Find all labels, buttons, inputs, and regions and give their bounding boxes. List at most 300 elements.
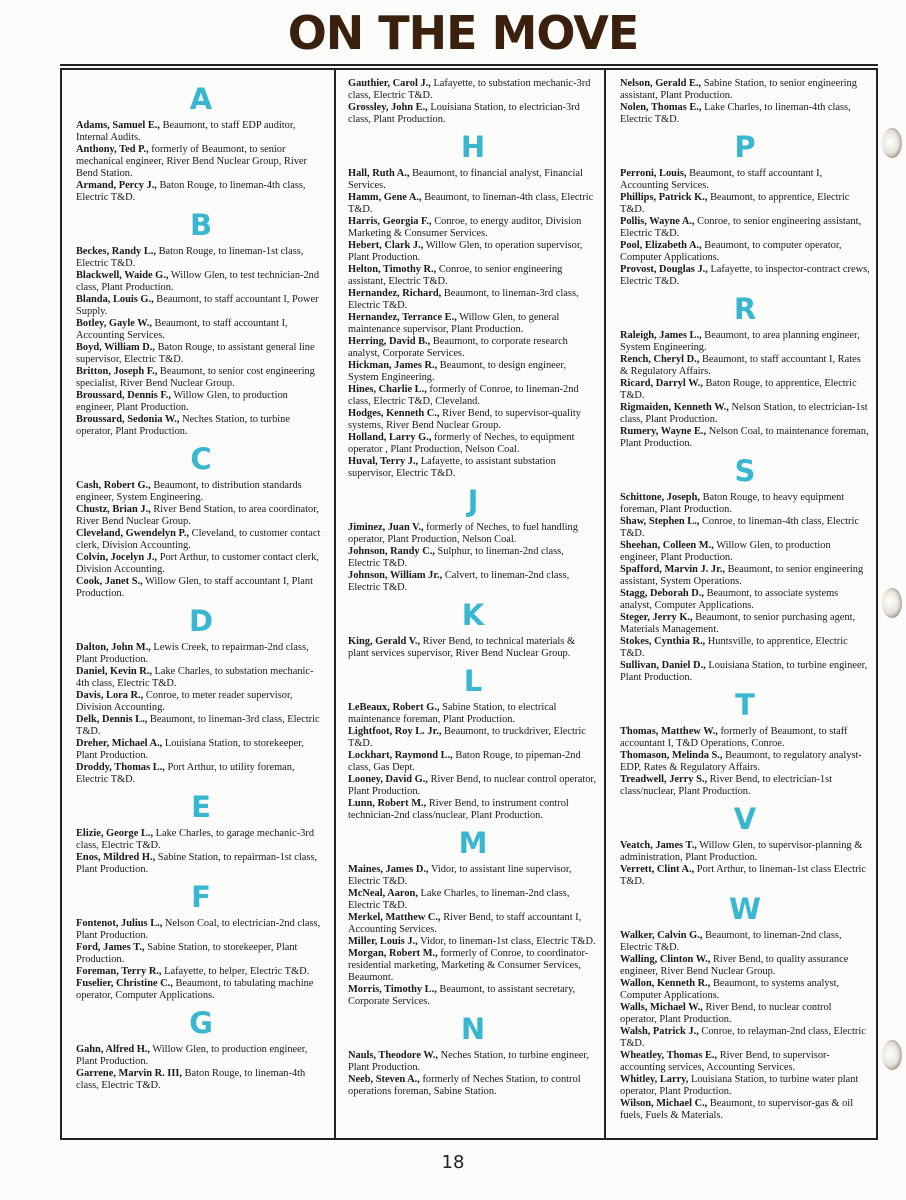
entry [76, 576, 326, 600]
entry [348, 888, 598, 912]
entry [76, 342, 326, 366]
entry-name: Beckes, Randy L., [76, 246, 156, 257]
entry-name: Maines, James D., [348, 864, 429, 875]
entry [348, 312, 598, 336]
entry-detail: Baton Rouge, to heavy equipment foreman, Plant Production. [620, 492, 845, 515]
entry-detail: Beaumont, to staff accountant I, Rates & Regulatory Affairs. [620, 354, 861, 377]
entry [348, 456, 598, 480]
entry [620, 192, 870, 216]
entry [348, 984, 598, 1008]
section-j [348, 486, 598, 594]
entry-detail: Cleveland, to customer contact clerk, Division Accounting. [76, 528, 321, 551]
section-n [348, 1014, 598, 1098]
entry-name: Davis, Lora R., [76, 690, 144, 701]
entry-name: Nolen, Thomas E., [620, 102, 702, 113]
entry-name: Steger, Jerry K., [620, 612, 693, 623]
entry-detail: Beaumont, to regulatory analyst-EDP, Rates & Regulatory Affairs. [620, 750, 862, 773]
entry [348, 702, 598, 726]
entry-detail: Beaumont, to apprentice, Electric T&D. [620, 192, 850, 215]
entry-name: King, Gerald V., [348, 636, 421, 647]
entry-detail: River Bend, to nuclear control operator, Plant Production. [620, 1002, 832, 1025]
section-continued [348, 78, 598, 126]
entry-name: Anthony, Ted P., [76, 144, 149, 155]
entry-detail: Lafayette, to inspector-contract crews, Electric T&D. [620, 264, 870, 287]
entry-detail: Beaumont, to staff EDP auditor, Internal Audits. [76, 120, 296, 143]
section-letter: T [735, 688, 755, 722]
entry [620, 1074, 870, 1098]
entry-name: Sullivan, Daniel D., [620, 660, 706, 671]
entry-detail: Beaumont, to associate systems analyst, Computer Applications. [620, 588, 839, 611]
entry [620, 930, 870, 954]
masthead [0, 0, 906, 64]
entry-name: LeBeaux, Robert G., [348, 702, 440, 713]
entry-detail: Huntsville, to apprentice, Electric T&D. [620, 636, 848, 659]
section-letter: A [189, 82, 213, 116]
entry-name: Colvin, Jocelyn J., [76, 552, 158, 563]
entry [348, 522, 598, 546]
entry-detail: formerly of Conroe, to lineman-2nd class, Electric T&D, Cleveland. [348, 384, 579, 407]
section-b [76, 210, 326, 438]
entry [620, 516, 870, 540]
entry-name: Johnson, William Jr., [348, 570, 443, 581]
entry-name: Whitley, Larry, [620, 1074, 689, 1085]
entry [76, 294, 326, 318]
entry [348, 192, 598, 216]
entry-detail: Beaumont, to systems analyst, Computer Applications. [620, 978, 840, 1001]
entry-detail: Baton Rouge, to apprentice, Electric T&D. [620, 378, 857, 401]
entry-name: Pollis, Wayne A., [620, 216, 695, 227]
entry-detail: Nelson Station, to electrician-1st class, Plant Production. [620, 402, 868, 425]
section-a [76, 84, 326, 204]
entry-name: Foreman, Terry R., [76, 966, 162, 977]
entry-name: Fontenot, Julius L., [76, 918, 163, 929]
entry [620, 1026, 870, 1050]
entry-detail: Louisiana Station, to turbine water plant operator, Plant Production. [620, 1074, 859, 1097]
entry-detail: Willow Glen, to supervisor-planning & administration, Plant Production. [620, 840, 863, 863]
entry [348, 384, 598, 408]
entry [620, 102, 870, 126]
entry [348, 774, 598, 798]
entry-name: Johnson, Randy C., [348, 546, 435, 557]
section-letter: D [188, 604, 214, 638]
entry-detail: River Bend Station, to area coordinator, River Bend Nuclear Group. [76, 504, 319, 527]
entry-name: Garrene, Marvin R. III, [76, 1068, 183, 1079]
section-c [76, 444, 326, 600]
entry [76, 366, 326, 390]
entry-name: Broussard, Dennis F., [76, 390, 171, 401]
entry-name: Armand, Percy J., [76, 180, 157, 191]
entry-name: Walls, Michael W., [620, 1002, 703, 1013]
section-letter: C [190, 442, 212, 476]
entry [76, 666, 326, 690]
section-letter: R [733, 292, 757, 326]
entry-name: Cash, Robert G., [76, 480, 151, 491]
entry-detail: formerly of Neches Station, to control operations foreman, Sabine Station. [348, 1074, 581, 1097]
entry-name: Nauls, Theodore W., [348, 1050, 438, 1061]
entry [620, 1050, 870, 1074]
entry-name: Hernandez, Terrance E., [348, 312, 457, 323]
entry [348, 798, 598, 822]
entry-detail: Conroe, to senior engineering assistant, Electric T&D. [348, 264, 563, 287]
entry-name: Ford, James T., [76, 942, 145, 953]
entry-name: Droddy, Thomas L., [76, 762, 165, 773]
entry-name: Enos, Mildred H., [76, 852, 156, 863]
section-letter: K [461, 598, 485, 632]
entry-detail: Louisiana Station, to electrician-3rd class, Plant Production. [348, 102, 580, 125]
entry-detail: Port Arthur, to utility foreman, Electric T&D. [76, 762, 295, 785]
entry-detail: Vidor, to assistant line supervisor, Electric T&D. [348, 864, 572, 887]
entry-detail: Conroe, to energy auditor, Division Marketing & Consumer Services. [348, 216, 582, 239]
entry-name: Schittone, Joseph, [620, 492, 700, 503]
entry-detail: Beaumont, to computer operator, Computer Applications. [620, 240, 842, 263]
entry-detail: Lake Charles, to lineman-2nd class, Electric T&D. [348, 888, 570, 911]
entry-detail: River Bend, to instrument control technician-2nd class/nuclear, Plant Production. [348, 798, 569, 821]
entry-name: Cook, Janet S., [76, 576, 143, 587]
section-l [348, 666, 598, 822]
section-letter: H [460, 130, 486, 164]
entry [620, 78, 870, 102]
entry [620, 750, 870, 774]
entry [348, 726, 598, 750]
entry [620, 774, 870, 798]
entry-name: Neeb, Steven A., [348, 1074, 420, 1085]
column-1 [62, 70, 334, 1138]
entry-name: Lunn, Robert M., [348, 798, 427, 809]
entry [620, 726, 870, 750]
entry-name: Lightfoot, Roy L. Jr., [348, 726, 442, 737]
entry-detail: Willow Glen, to general maintenance supervisor, Plant Production. [348, 312, 560, 335]
entry-detail: Beaumont, to supervisor-gas & oil fuels, Fuels & Materials. [620, 1098, 854, 1121]
entry [348, 936, 598, 948]
entry [76, 762, 326, 786]
section-r [620, 294, 870, 450]
entry-name: Harris, Georgia F., [348, 216, 432, 227]
entry [76, 504, 326, 528]
entry [76, 978, 326, 1002]
entry-detail: Lake Charles, to substation mechanic-4th class, Electric T&D. [76, 666, 314, 689]
entry [620, 354, 870, 378]
entry [76, 738, 326, 762]
entry-name: Chustz, Brian J., [76, 504, 151, 515]
entry [348, 336, 598, 360]
section-continued [620, 78, 870, 126]
section-letter: M [458, 826, 488, 860]
entry-name: Walker, Calvin G., [620, 930, 703, 941]
entry-detail: Louisiana Station, to turbine engineer, Plant Production. [620, 660, 868, 683]
entry [620, 378, 870, 402]
entry [76, 1068, 326, 1092]
entry-name: Boyd, William D., [76, 342, 156, 353]
entry-detail: Willow Glen, to test technician-2nd class, Plant Production. [76, 270, 320, 293]
entry-detail: Baton Rouge, to assistant general line supervisor, Electric T&D. [76, 342, 315, 365]
entry-detail: River Bend, to nuclear control operator, Plant Production. [348, 774, 597, 797]
entry [76, 246, 326, 270]
entry [76, 966, 326, 978]
entry-name: Herring, David B., [348, 336, 431, 347]
entry [620, 954, 870, 978]
entry [620, 1002, 870, 1026]
entry-detail: Neches Station, to turbine engineer, Plant Production. [348, 1050, 590, 1073]
entry-detail: Conroe, to relayman-2nd class, Electric T&D. [620, 1026, 866, 1049]
entry-detail: Baton Rouge, to pipeman-2nd class, Gas Dept. [348, 750, 581, 773]
entry-detail: River Bend, to supervisor-accounting services, Accounting Services. [620, 1050, 830, 1073]
entry-name: Stagg, Deborah D., [620, 588, 704, 599]
entry [620, 588, 870, 612]
section-letter: P [734, 130, 756, 164]
entry-detail: Beaumont, to lineman-3rd class, Electric T&D. [76, 714, 320, 737]
entry [76, 180, 326, 204]
entry-detail: Conroe, to senior engineering assistant, Electric T&D. [620, 216, 862, 239]
entry-detail: Beaumont, to staff accountant I, Accounting Services. [76, 318, 288, 341]
entry [620, 216, 870, 240]
section-letter: F [191, 880, 211, 914]
entry [76, 942, 326, 966]
entry [76, 828, 326, 852]
entry-detail: Neches Station, to turbine operator, Plant Production. [76, 414, 290, 437]
entry [348, 546, 598, 570]
section-d [76, 606, 326, 786]
entry-detail: Vidor, to lineman-1st class, Electric T&D. [417, 936, 596, 947]
entry [620, 240, 870, 264]
entry-name: Hodges, Kenneth C., [348, 408, 440, 419]
entry-detail: Baton Rouge, to lineman-1st class, Electric T&D. [76, 246, 304, 269]
entry-name: Perroni, Louis, [620, 168, 687, 179]
entry-name: Fuselier, Christine C., [76, 978, 173, 989]
entry [348, 264, 598, 288]
section-letter: E [191, 790, 211, 824]
entry [348, 432, 598, 456]
entry-detail: Willow Glen, to production engineer, Plant Production. [76, 1044, 308, 1067]
page-title: ON THE MOVE [287, 6, 639, 60]
entry [620, 636, 870, 660]
entry [76, 690, 326, 714]
entry-name: Walling, Clinton W., [620, 954, 711, 965]
entry [348, 750, 598, 774]
entry-detail: River Bend, to supervisor-quality systems, River Bend Nuclear Group. [348, 408, 582, 431]
entry-detail: Port Arthur, to customer contact clerk, Division Accounting. [76, 552, 319, 575]
entry [348, 864, 598, 888]
entry-name: Dalton, John M., [76, 642, 151, 653]
entry-detail: Beaumont, to assistant secretary, Corporate Services. [348, 984, 576, 1007]
entry-detail: formerly of Beaumont, to staff accountant I, T&D Operations, Conroe. [620, 726, 848, 749]
section-letter: S [734, 454, 756, 488]
entry-name: Rumery, Wayne E., [620, 426, 707, 437]
entry [76, 414, 326, 438]
entry [348, 102, 598, 126]
entry-name: Wheatley, Thomas E., [620, 1050, 718, 1061]
entry-detail: Beaumont, to tabulating machine operator, Computer Applications. [76, 978, 314, 1001]
entry-detail: formerly of Conroe, to coordinator-residential marketing, Marketing & Consumer Services, Beaumont. [348, 948, 589, 983]
entry-name: Holland, Larry G., [348, 432, 432, 443]
entry [76, 120, 326, 144]
entry-detail: Willow Glen, to production engineer, Plant Production. [76, 390, 288, 413]
section-h [348, 132, 598, 480]
entry-name: Rigmaiden, Kenneth W., [620, 402, 729, 413]
entry [348, 168, 598, 192]
entry [76, 642, 326, 666]
entry-detail: Beaumont, to lineman-3rd class, Electric T&D. [348, 288, 579, 311]
entry-name: Raleigh, James L., [620, 330, 702, 341]
section-letter: L [463, 664, 483, 698]
content-frame [60, 68, 878, 1140]
entry-detail: Louisiana Station, to storekeeper, Plant Production. [76, 738, 304, 761]
entry-name: Hall, Ruth A., [348, 168, 410, 179]
entry-name: Rench, Cheryl D., [620, 354, 700, 365]
entry [76, 528, 326, 552]
entry-name: Pool, Elizabeth A., [620, 240, 702, 251]
section-s [620, 456, 870, 684]
entry-detail: Beaumont, to lineman-2nd class, Electric T&D. [620, 930, 842, 953]
entry-detail: Baton Rouge, to lineman-4th class, Electric T&D. [76, 1068, 306, 1091]
entry [620, 426, 870, 450]
section-letter: J [467, 484, 479, 518]
entry [76, 552, 326, 576]
entry-detail: Beaumont, to truckdriver, Electric T&D. [348, 726, 586, 749]
entry-name: Ricard, Darryl W., [620, 378, 703, 389]
entry-name: Morris, Timothy L., [348, 984, 437, 995]
entry-detail: Beaumont, to corporate research analyst, Corporate Services. [348, 336, 568, 359]
entry-detail: Lafayette, to substation mechanic-3rd class, Electric T&D. [348, 78, 591, 101]
entry [76, 480, 326, 504]
binder-hole [882, 588, 902, 618]
entry-detail: Sabine Station, to senior engineering assistant, Plant Production. [620, 78, 857, 101]
entry-name: Spafford, Marvin J. Jr., [620, 564, 725, 575]
entry-detail: Sabine Station, to repairman-1st class, Plant Production. [76, 852, 318, 875]
entry-name: Treadwell, Jerry S., [620, 774, 708, 785]
entry-detail: Willow Glen, to operation supervisor, Plant Production. [348, 240, 583, 263]
section-w [620, 894, 870, 1122]
entry-detail: formerly of Neches, to fuel handling operator, Plant Production, Nelson Coal. [348, 522, 578, 545]
entry [348, 408, 598, 432]
entry-name: Wallon, Kenneth R., [620, 978, 711, 989]
entry [620, 492, 870, 516]
binder-hole [882, 128, 902, 158]
entry-name: Jiminez, Juan V., [348, 522, 424, 533]
section-v [620, 804, 870, 888]
entry-name: Gauthier, Carol J., [348, 78, 431, 89]
entry [620, 840, 870, 864]
entry-detail: Beaumont, to lineman-4th class, Electric T&D. [348, 192, 594, 215]
entry-detail: Willow Glen, to production engineer, Plant Production. [620, 540, 831, 563]
entry [76, 318, 326, 342]
entry [620, 168, 870, 192]
entry-detail: Port Arthur, to lineman-1st class Electric T&D. [620, 864, 867, 887]
entry-detail: Beaumont, to staff accountant I, Accounting Services. [620, 168, 823, 191]
entry-detail: Sabine Station, to storekeeper, Plant Production. [76, 942, 298, 965]
entry-detail: Sulphur, to lineman-2nd class, Electric T&D. [348, 546, 564, 569]
entry-name: Grossley, John E., [348, 102, 428, 113]
entry-detail: Beaumont, to senior engineering assistant, System Operations. [620, 564, 864, 587]
entry-detail: Conroe, to meter reader supervisor, Division Accounting. [76, 690, 293, 713]
entry-detail: Beaumont, to financial analyst, Financial Services. [348, 168, 583, 191]
entry-detail: Beaumont, to senior cost engineering specialist, River Bend Nuclear Group. [76, 366, 315, 389]
entry-detail: River Bend, to technical materials & plant services supervisor, River Bend Nuclear Group. [348, 636, 576, 659]
section-letter: W [729, 892, 761, 926]
section-letter: G [189, 1006, 213, 1040]
entry [620, 264, 870, 288]
section-k [348, 600, 598, 660]
entry-name: McNeal, Aaron, [348, 888, 418, 899]
entry-name: Elizie, George L., [76, 828, 154, 839]
entry-name: Miller, Louis J., [348, 936, 418, 947]
entry [348, 912, 598, 936]
entry-name: Provost, Douglas J., [620, 264, 708, 275]
entry-name: Helton, Timothy R., [348, 264, 437, 275]
entry-detail: formerly of Neches, to equipment operator , Plant Production, Nelson Coal. [348, 432, 575, 455]
entry-name: Looney, David G., [348, 774, 428, 785]
entry-detail: Beaumont, to staff accountant I, Power Supply. [76, 294, 319, 317]
section-f [76, 882, 326, 1002]
header-rule [60, 64, 878, 66]
entry [348, 288, 598, 312]
entry-name: Britton, Joseph F., [76, 366, 158, 377]
entry-detail: Conroe, to lineman-4th class, Electric T&D. [620, 516, 859, 539]
entry-detail: Calvert, to lineman-2nd class, Electric T&D. [348, 570, 570, 593]
entry-detail: Lake Charles, to garage mechanic-3rd class, Electric T&D. [76, 828, 315, 851]
entry-name: Blackwell, Waide G., [76, 270, 169, 281]
entry-name: Hernandez, Richard, [348, 288, 442, 299]
entry [76, 714, 326, 738]
entry-name: Stokes, Cynthia R., [620, 636, 706, 647]
entry [620, 540, 870, 564]
entry-detail: River Bend, to staff accountant I, Accounting Services. [348, 912, 582, 935]
section-letter: V [733, 802, 757, 836]
entry-detail: Beaumont, to design engineer, System Engineering. [348, 360, 567, 383]
entry [348, 948, 598, 984]
entry [76, 852, 326, 876]
entry [76, 918, 326, 942]
entry-name: Hamm, Gene A., [348, 192, 422, 203]
section-t [620, 690, 870, 798]
entry-detail: formerly of Beaumont, to senior mechanical engineer, River Bend Nuclear Group, River Bend Station. [76, 144, 307, 179]
entry-detail: Lafayette, to helper, Electric T&D. [161, 966, 310, 977]
entry-detail: River Bend, to electrician-1st class/nuclear, Plant Production. [620, 774, 832, 797]
entry-detail: Lake Charles, to lineman-4th class, Electric T&D. [620, 102, 851, 125]
entry [620, 612, 870, 636]
entry [620, 1098, 870, 1122]
entry-detail: Lafayette, to assistant substation supervisor, Electric T&D. [348, 456, 556, 479]
entry-name: Huval, Terry J., [348, 456, 419, 467]
entry-detail: Sabine Station, to electrical maintenance foreman, Plant Production. [348, 702, 557, 725]
entry-detail: Beaumont, to distribution standards engineer, System Engineering. [76, 480, 302, 503]
entry-name: Lockhart, Raymond L., [348, 750, 453, 761]
column-2 [334, 70, 604, 1138]
entry-name: Dreher, Michael A., [76, 738, 163, 749]
entry-name: Hebert, Clark J., [348, 240, 424, 251]
section-p [620, 132, 870, 288]
entry-name: Morgan, Robert M., [348, 948, 438, 959]
entry-name: Sheehan, Colleen M., [620, 540, 714, 551]
entry [348, 216, 598, 240]
entry [620, 330, 870, 354]
section-g [76, 1008, 326, 1092]
entry [348, 78, 598, 102]
entry [620, 660, 870, 684]
entry-name: Walsh, Patrick J., [620, 1026, 699, 1037]
entry [348, 1050, 598, 1074]
entry-name: Cleveland, Gwendelyn P., [76, 528, 190, 539]
entry-name: Veatch, James T., [620, 840, 697, 851]
entry [348, 570, 598, 594]
entry-detail: Nelson Coal, to electrician-2nd class, Plant Production. [76, 918, 321, 941]
entry-name: Adams, Samuel E., [76, 120, 161, 131]
entry [348, 240, 598, 264]
entry-detail: Willow Glen, to staff accountant I, Plant Production. [76, 576, 314, 599]
entry [348, 360, 598, 384]
entry-name: Gahn, Alfred H., [76, 1044, 150, 1055]
entry-name: Thomas, Matthew W., [620, 726, 718, 737]
page-number: 18 [441, 1152, 465, 1173]
